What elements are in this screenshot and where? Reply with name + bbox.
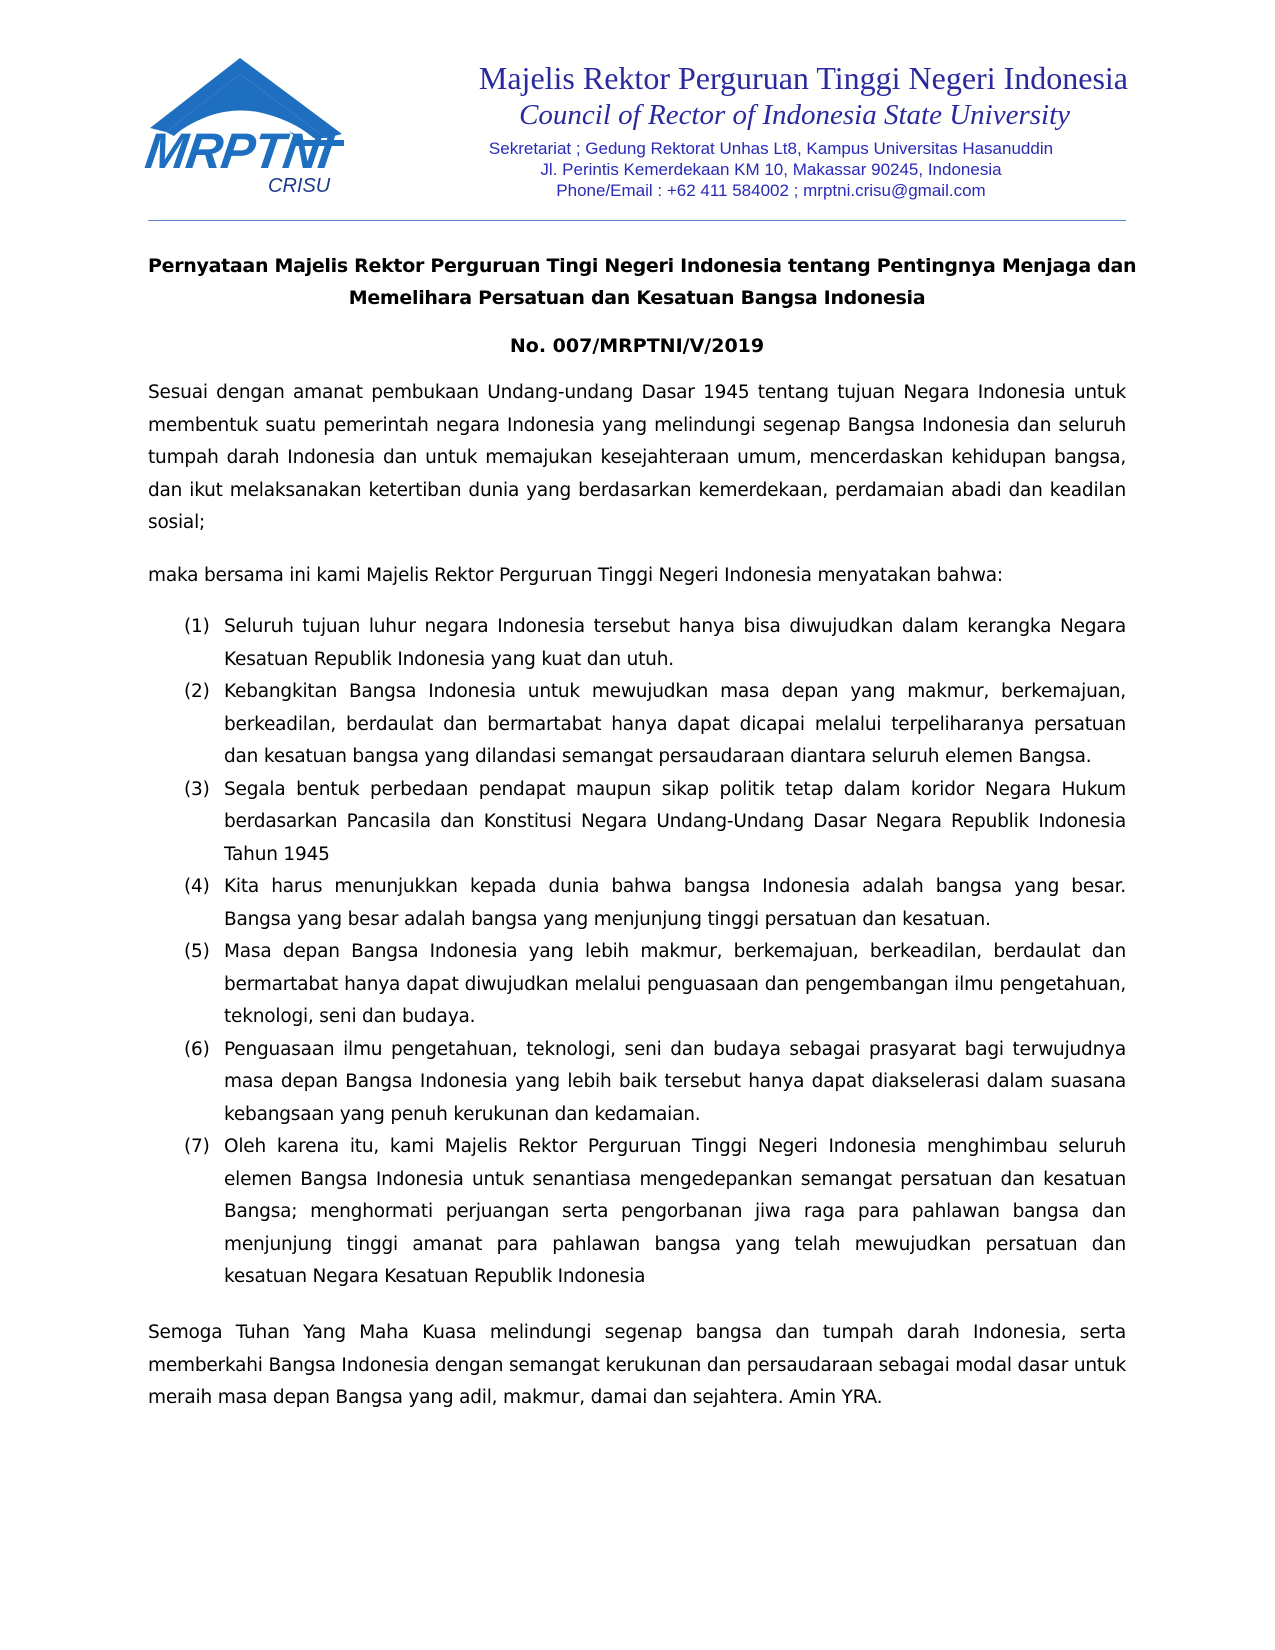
list-item-text: Segala bentuk perbedaan pendapat maupun sikap politik tetap dalam koridor Negara Hukum berdasarkan Pancasila dan Konstitusi Negara Undang-Undang Dasar Negara Republik Indonesia Tahun 1945 <box>224 778 1126 865</box>
logo-subtext: CRISU <box>268 175 331 197</box>
letterhead-divider <box>148 220 1126 221</box>
list-item <box>148 676 1126 774</box>
list-item-text: Kebangkitan Bangsa Indonesia untuk mewujudkan masa depan yang makmur, berkemajuan, berkeadilan, berdaulat dan bermartabat hanya dapat dicapai melalui terpeliharanya persatuan dan kesatuan bangsa yang dilandasi semangat persaudaraan diantara seluruh elemen Bangsa. <box>224 681 1126 767</box>
closing-paragraph: Semoga Tuhan Yang Maha Kuasa melindungi segenap bangsa dan tumpah darah Indonesia, serta memberkahi Bangsa Indonesia dengan semangat kerukunan dan persaudaraan sebagai modal dasar untuk meraih masa depan Bangsa yang adil, makmur, damai dan sejahtera. Amin YRA. <box>148 1322 1126 1408</box>
organization-name-english: Council of Rector of Indonesia State University <box>519 99 1070 131</box>
list-item-text: Masa depan Bangsa Indonesia yang lebih makmur, berkemajuan, berkeadilan, berdaulat dan bermartabat hanya dapat diwujudkan melalui penguasaan dan pengembangan ilmu pengetahuan, teknologi, seni dan budaya. <box>224 941 1126 1027</box>
logo-wordmark: MRPTNI <box>142 123 336 179</box>
list-item <box>148 936 1126 1034</box>
list-item-text: Seluruh tujuan luhur negara Indonesia tersebut hanya bisa diwujudkan dalam kerangka Negara Kesatuan Republik Indonesia yang kuat dan utuh. <box>224 616 1126 670</box>
list-item-number: (4) <box>184 876 210 897</box>
list-item-number: (3) <box>184 778 210 800</box>
list-item <box>148 871 1126 936</box>
preamble-paragraph: Sesuai dengan amanat pembukaan Undang-undang Dasar 1945 tentang tujuan Negara Indonesia untuk membentuk suatu pemerintah negara Indonesia yang melindungi segenap Bangsa Indonesia dan seluruh tumpah darah Indonesia dan untuk memajukan kesejahteraan umum, mencerdaskan kehidupan bangsa, dan ikut melaksanakan ketertiban dunia yang berdasarkan kemerdekaan, perdamaian abadi dan keadilan sosial; <box>148 382 1126 533</box>
contact-line: Phone/Email : +62 411 584002 ; mrptni.crisu@gmail.com <box>556 181 986 200</box>
statement-list <box>148 611 1126 1294</box>
list-item <box>148 1034 1126 1132</box>
list-item-text: Kita harus menunjukkan kepada dunia bahwa bangsa Indonesia adalah bangsa yang besar. Bangsa yang besar adalah bangsa yang menjunjung tinggi persatuan dan kesatuan. <box>224 876 1126 930</box>
list-item-text: Penguasaan ilmu pengetahuan, teknologi, seni dan budaya sebagai prasyarat bagi terwujudnya masa depan Bangsa Indonesia yang lebih baik tersebut hanya dapat diakselerasi dalam suasana kebangsaan yang penuh kerukunan dan kedamaian. <box>224 1038 1126 1125</box>
document-number: No. 007/MRPTNI/V/2019 <box>509 335 765 357</box>
statement-intro-paragraph: maka bersama ini kami Majelis Rektor Perguruan Tinggi Negeri Indonesia menyatakan bahwa: <box>148 565 1003 586</box>
list-item-number: (7) <box>184 1136 210 1157</box>
list-item-number: (2) <box>184 681 210 702</box>
address-line-2: Jl. Perintis Kemerdekaan KM 10, Makassar 90245, Indonesia <box>540 160 1002 179</box>
mrptni-logo <box>142 56 360 202</box>
list-item <box>148 774 1126 872</box>
list-item-number: (6) <box>184 1038 210 1060</box>
document-title <box>148 250 1137 314</box>
title-line-2: Memelihara Persatuan dan Kesatuan Bangsa Indonesia <box>348 287 926 309</box>
list-item-number: (5) <box>184 941 210 962</box>
list-item-text: Oleh karena itu, kami Majelis Rektor Perguruan Tinggi Negeri Indonesia menghimbau seluruh elemen Bangsa Indonesia untuk senantiasa mengedepankan semangat persatuan dan kesatuan Bangsa; menghormati perjuangan serta pengorbanan jiwa raga para pahlawan bangsa dan menjunjung tinggi amanat para pahlawan bangsa yang telah mewujudkan persatuan dan kesatuan Negara Kesatuan Republik Indonesia <box>224 1136 1126 1287</box>
organization-name: Majelis Rektor Perguruan Tinggi Negeri Indonesia <box>478 60 1128 96</box>
list-item <box>148 611 1126 676</box>
list-item-number: (1) <box>184 616 210 637</box>
title-line-1: Pernyataan Majelis Rektor Perguruan Tingi Negeri Indonesia tentang Pentingnya Menjaga dan <box>148 255 1137 277</box>
address-line-1: Sekretariat ; Gedung Rektorat Unhas Lt8, Kampus Universitas Hasanuddin <box>488 139 1054 158</box>
list-item <box>148 1131 1126 1294</box>
